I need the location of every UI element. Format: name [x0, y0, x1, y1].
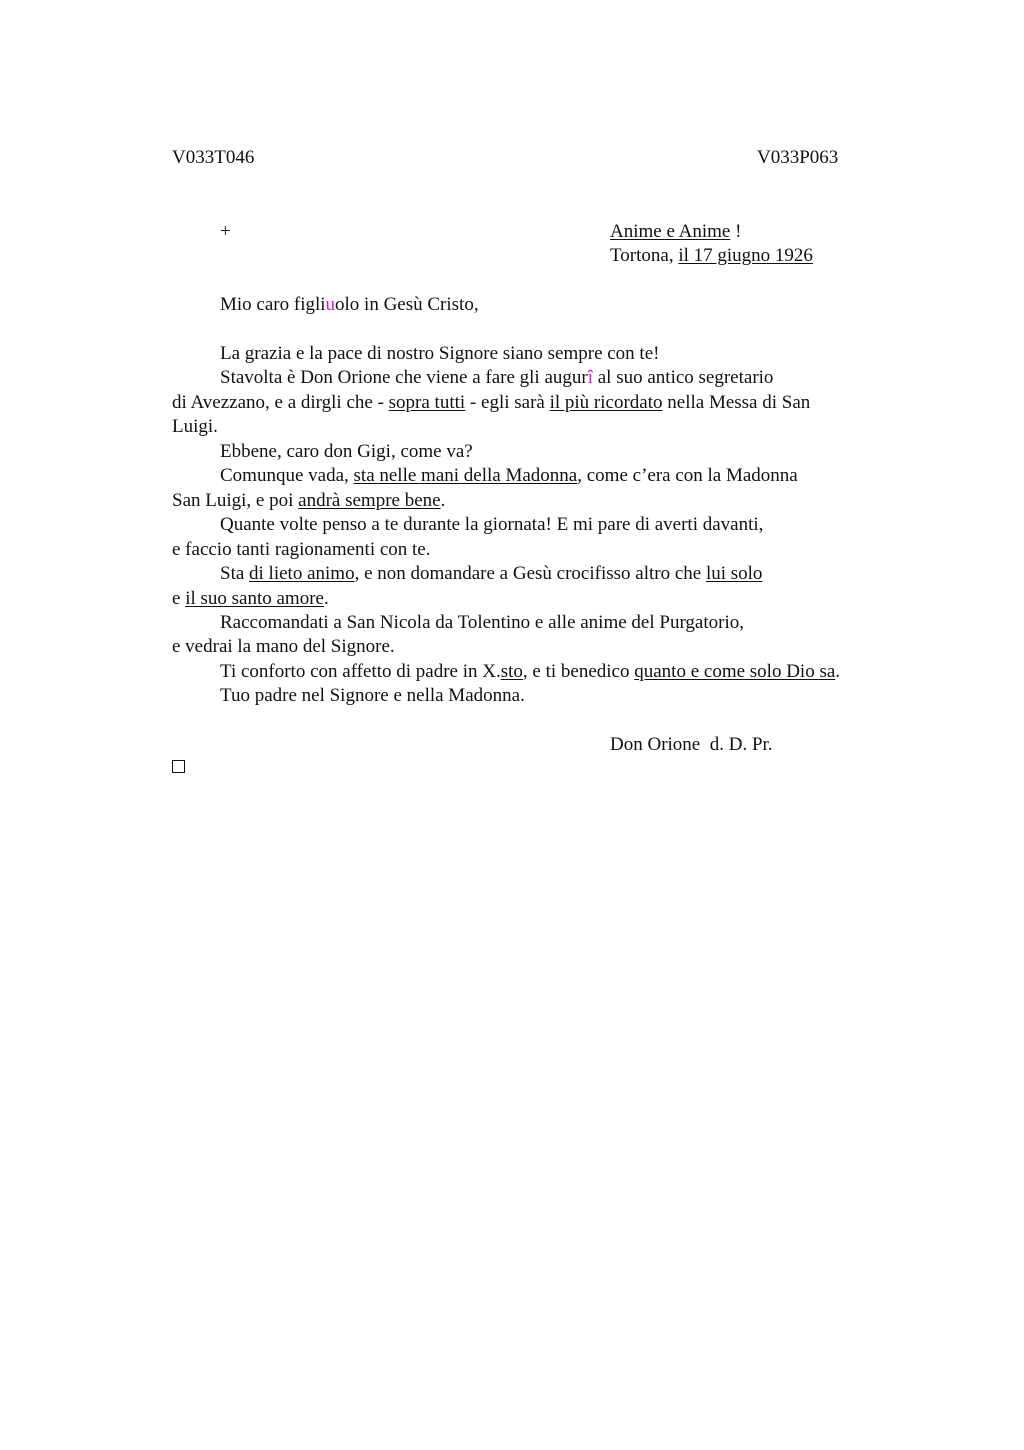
text-run: e — [172, 588, 186, 609]
greeting-part: olo in Gesù Cristo, — [335, 294, 479, 315]
underlined-text: quanto e come solo Dio sa — [634, 661, 836, 682]
body-line: Quante volte penso a te durante la giornata! E mi pare di averti davanti, — [220, 514, 764, 535]
text-run: nella Messa di San — [662, 392, 811, 413]
motto — [610, 220, 741, 244]
text-run: Stavolta è Don Orione che viene a fare gli augur — [220, 367, 588, 388]
body-line: e vedrai la mano del Signore. — [172, 636, 395, 657]
document-code-right: V033P063 — [757, 147, 839, 168]
signature: Don Orione d. D. Pr. — [610, 734, 773, 755]
motto-text: Anime e Anime — [610, 221, 731, 242]
text-run: . — [835, 661, 841, 682]
underlined-text: di lieto animo — [249, 563, 355, 584]
text-run: al suo antico segretario — [593, 367, 774, 388]
text-run: Sta — [220, 563, 250, 584]
body-line — [220, 366, 773, 390]
body-line: Raccomandati a San Nicola da Tolentino e alle anime del Purgatorio, — [220, 612, 745, 633]
text-run: . — [440, 490, 446, 511]
place-date — [610, 244, 813, 268]
body-line: e faccio tanti ragionamenti con te. — [172, 539, 431, 560]
editorial-mark: î — [587, 367, 593, 388]
body-line: La grazia e la pace di nostro Signore siano sempre con te! — [220, 343, 660, 364]
text-run: di Avezzano, e a dirgli che - — [172, 392, 389, 413]
body-line — [220, 464, 798, 488]
body-line — [220, 660, 840, 684]
text-run: Comunque vada, — [220, 465, 354, 486]
text-run: - egli sarà — [465, 392, 550, 413]
place: Tortona, — [610, 245, 679, 266]
underlined-text: lui solo — [705, 563, 763, 584]
text-run: , come c’era con la Madonna — [577, 465, 798, 486]
body-line — [172, 391, 810, 415]
body-line — [220, 562, 762, 586]
underlined-text: il suo santo amore — [185, 588, 324, 609]
editorial-mark: u — [325, 294, 336, 315]
text-run: , e non domandare a Gesù crocifisso altro che — [354, 563, 706, 584]
end-of-document-box-icon — [172, 760, 185, 773]
text-run: San Luigi, e poi — [172, 490, 299, 511]
date: il 17 giugno 1926 — [678, 245, 813, 266]
closing-line: Tuo padre nel Signore e nella Madonna. — [220, 685, 525, 706]
body-line: Luigi. — [172, 416, 218, 437]
text-run: , e ti benedico — [522, 661, 635, 682]
body-line — [172, 489, 445, 513]
underlined-text: sto — [500, 661, 523, 682]
underlined-text: sopra tutti — [388, 392, 466, 413]
greeting-part: Mio caro figli — [220, 294, 326, 315]
underlined-text: il più ricordato — [549, 392, 663, 413]
body-line: Ebbene, caro don Gigi, come va? — [220, 441, 473, 462]
document-code-left: V033T046 — [172, 147, 255, 168]
underlined-text: andrà sempre bene — [298, 490, 441, 511]
text-run: . — [323, 588, 329, 609]
text-run: Ti conforto con affetto di padre in X. — [220, 661, 501, 682]
underlined-text: sta nelle mani della Madonna — [353, 465, 578, 486]
body-line — [172, 587, 329, 611]
greeting — [220, 293, 479, 317]
motto-suffix: ! — [730, 221, 742, 242]
cross-mark: + — [220, 221, 231, 242]
